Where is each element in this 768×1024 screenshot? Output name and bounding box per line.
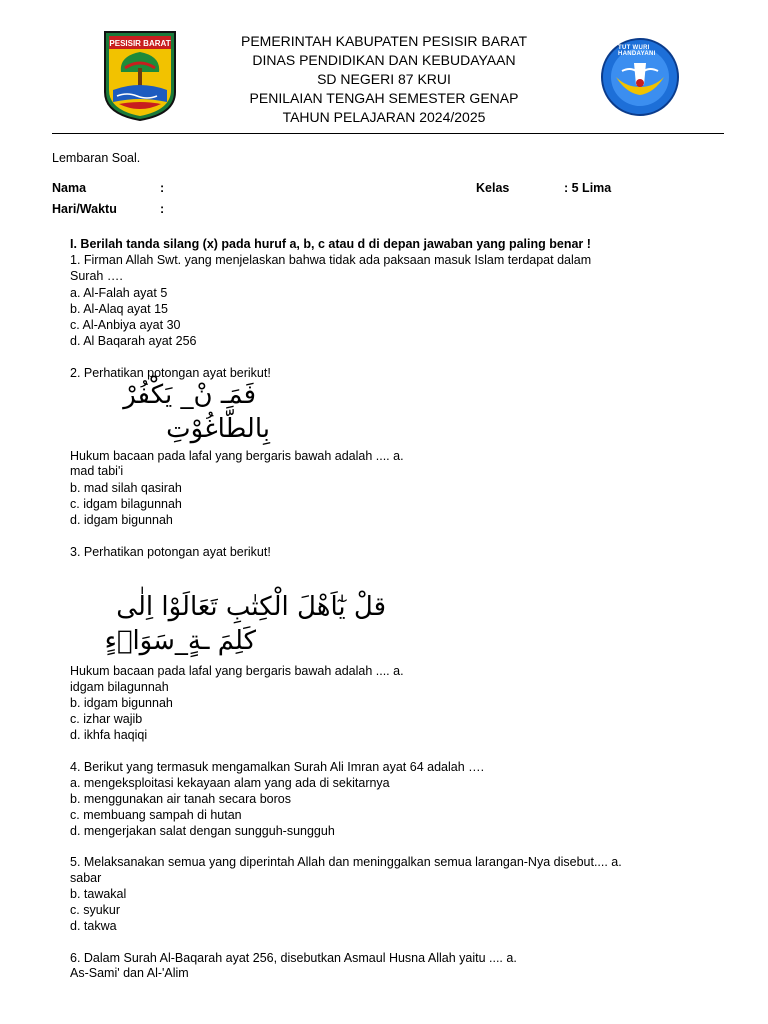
q4-option-a: a. mengeksploitasi kekayaan alam yang ada di sekitarnya [70, 776, 390, 790]
header-line-1: PEMERINTAH KABUPATEN PESISIR BARAT [240, 33, 527, 49]
q1-option-b: b. Al-Alaq ayat 15 [70, 302, 168, 316]
class-value: : 5 Lima [564, 181, 612, 195]
q1-line-1: 1. Firman Allah Swt. yang menjelaskan bahwa tidak ada paksaan masuk Islam terdapat dalam [70, 253, 592, 267]
q3-line-1: 3. Perhatikan potongan ayat berikut! [70, 545, 271, 559]
q2-arabic-line-2: بِالطَّاغُوْتِ [166, 414, 270, 444]
logo-caption: PESISIR BARAT [109, 39, 171, 48]
sheet-label: Lembaran Soal. [52, 151, 141, 165]
q1-option-a: a. Al-Falah ayat 5 [70, 286, 168, 300]
q2-line-1: 2. Perhatikan potongan ayat berikut! [70, 366, 271, 380]
header-line-2: DINAS PENDIDIKAN DAN KEBUDAYAAN [252, 52, 516, 68]
q2-option-b: b. mad silah qasirah [70, 481, 182, 495]
q5-line-2: sabar [70, 871, 102, 885]
name-label: Nama [52, 181, 87, 195]
q1-option-c: c. Al-Anbiya ayat 30 [70, 318, 181, 332]
q3-arabic-line-2: كَلِمَ ـةٍ_سَوَاۤءٍ [104, 626, 256, 656]
q2-arabic-line-1: فَمَـ نْ_ يَكْفُرْ [123, 380, 256, 410]
q3-option-b: b. idgam bigunnah [70, 696, 173, 710]
q5-line-1: 5. Melaksanakan semua yang diperintah Allah dan meninggalkan semua larangan-Nya disebut.... a. [70, 855, 622, 869]
q4-option-d: d. mengerjakan salat dengan sungguh-sungguh [70, 824, 335, 838]
q2-stem-1: Hukum bacaan pada lafal yang bergaris bawah adalah .... a. [70, 449, 404, 463]
instruction: I. Berilah tanda silang (x) pada huruf a, b, c atau d di depan jawaban yang paling benar ! [70, 237, 591, 251]
q3-stem-2: idgam bilagunnah [70, 680, 169, 694]
q2-option-d: d. idgam bigunnah [70, 513, 173, 527]
q4-option-b: b. menggunakan air tanah secara boros [70, 792, 291, 806]
q1-line-2: Surah …. [70, 269, 123, 283]
q3-stem-1: Hukum bacaan pada lafal yang bergaris bawah adalah .... a. [70, 664, 404, 678]
header-line-3: SD NEGERI 87 KRUI [317, 71, 451, 87]
q1-option-d: d. Al Baqarah ayat 256 [70, 334, 197, 348]
q4-option-c: c. membuang sampah di hutan [70, 808, 242, 822]
q5-option-d: d. takwa [70, 919, 117, 933]
q2-stem-2: mad tabi'i [70, 464, 124, 478]
class-label: Kelas [476, 181, 510, 195]
q3-arabic-line-1: قلْ يٰٓاَهْلَ الْكِتٰبِ تَعَالَوْا اِلٰى [116, 592, 386, 622]
q6-line-1: 6. Dalam Surah Al-Baqarah ayat 256, disebutkan Asmaul Husna Allah yaitu .... a. [70, 951, 517, 965]
q2-option-c: c. idgam bilagunnah [70, 497, 182, 511]
q4-line-1: 4. Berikut yang termasuk mengamalkan Surah Ali Imran ayat 64 adalah …. [70, 760, 485, 774]
logo-motto: TUT WURI HANDAYANI [618, 45, 656, 57]
header-line-5: TAHUN PELAJARAN 2024/2025 [282, 109, 486, 125]
q3-option-c: c. izhar wajib [70, 712, 143, 726]
day-colon: : [160, 202, 165, 216]
q5-option-b: b. tawakal [70, 887, 127, 901]
day-label: Hari/Waktu [52, 202, 117, 216]
q3-option-d: d. ikhfa haqiqi [70, 728, 148, 742]
q5-option-c: c. syukur [70, 903, 121, 917]
name-colon: : [160, 181, 165, 195]
q6-line-2: As-Sami' dan Al-'Alim [70, 966, 189, 980]
header-divider [52, 133, 724, 134]
header-line-4: PENILAIAN TENGAH SEMESTER GENAP [249, 90, 519, 106]
